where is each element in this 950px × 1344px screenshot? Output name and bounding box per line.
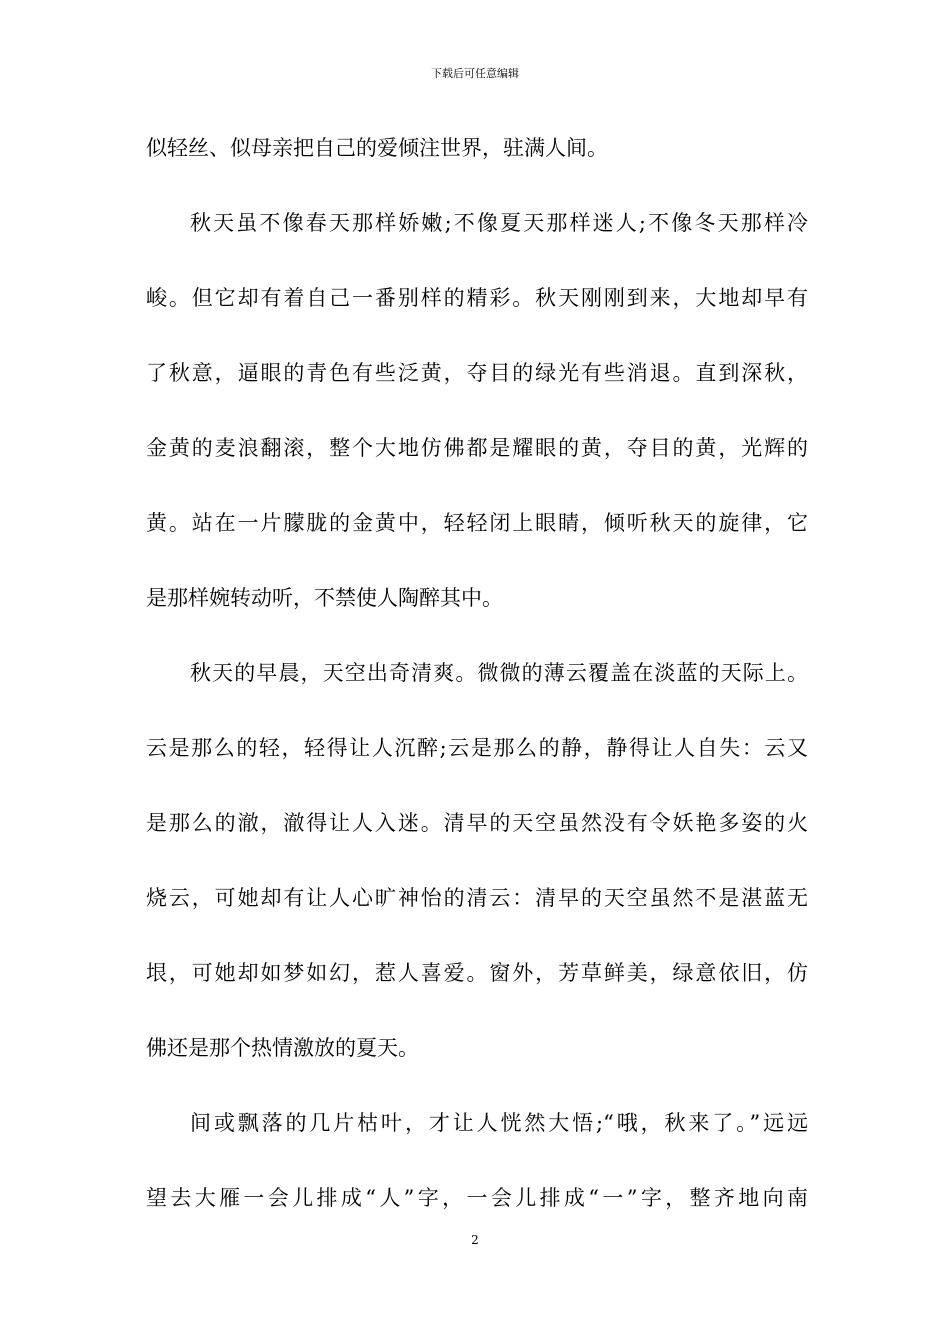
text-line: 烧云，可她却有让人心旷神怡的清云：清早的天空虽然不是湛蓝无 <box>146 886 808 910</box>
blank-line <box>146 843 808 881</box>
blank-line <box>146 693 808 731</box>
text-line: 秋天的早晨，天空出奇清爽。微微的薄云覆盖在淡蓝的天际上。 <box>190 661 808 685</box>
page-header: 下载后可任意编辑 <box>431 67 519 80</box>
blank-line <box>146 543 808 581</box>
blank-line <box>146 918 808 956</box>
text-line: 似轻丝、似母亲把自己的爱倾注世界，驻满人间。 <box>146 136 608 160</box>
blank-line <box>146 993 808 1031</box>
blank-line <box>146 1068 808 1106</box>
text-line: 峻。但它却有着自己一番别样的精彩。秋天刚刚到来，大地却早有 <box>146 286 808 310</box>
blank-line <box>146 618 808 656</box>
text-line: 云是那么的轻，轻得让人沉醉;云是那么的静，静得让人自失：云又 <box>146 736 808 760</box>
text-line: 秋天虽不像春天那样娇嫩;不像夏天那样迷人;不像冬天那样冷 <box>190 211 808 235</box>
blank-line <box>146 168 808 206</box>
document-body <box>146 130 808 1218</box>
text-line: 望去大雁一会儿排成“人”字，一会儿排成“一”字，整齐地向南 <box>146 1186 808 1210</box>
blank-line <box>146 768 808 806</box>
text-line: 了秋意，逼眼的青色有些泛黄，夺目的绿光有些消退。直到深秋， <box>146 361 808 385</box>
text-line: 是那样婉转动听，不禁使人陶醉其中。 <box>146 586 503 610</box>
blank-line <box>146 393 808 431</box>
page-number: 2 <box>471 1233 479 1247</box>
blank-line <box>146 243 808 281</box>
blank-line <box>146 1143 808 1181</box>
blank-line <box>146 468 808 506</box>
text-line: 间或飘落的几片枯叶，才让人恍然大悟;“哦，秋来了。”远远 <box>190 1111 808 1135</box>
text-line: 垠，可她却如梦如幻，惹人喜爱。窗外，芳草鲜美，绿意依旧，仿 <box>146 961 808 985</box>
text-line: 黄。站在一片朦胧的金黄中，轻轻闭上眼睛，倾听秋天的旋律，它 <box>146 511 808 535</box>
text-line: 金黄的麦浪翻滚，整个大地仿佛都是耀眼的黄，夺目的黄，光辉的 <box>146 436 808 460</box>
text-line: 佛还是那个热情激放的夏天。 <box>146 1036 419 1060</box>
text-line: 是那么的澈，澈得让人入迷。清早的天空虽然没有令妖艳多姿的火 <box>146 811 808 835</box>
blank-line <box>146 318 808 356</box>
